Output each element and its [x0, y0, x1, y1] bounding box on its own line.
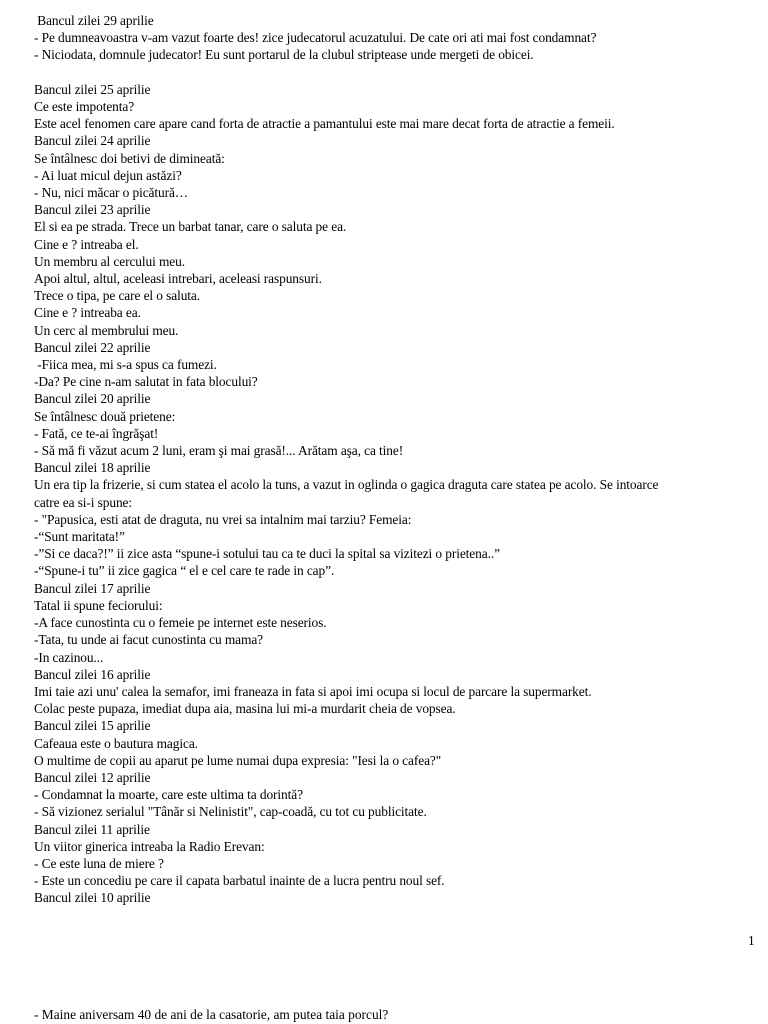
text-line: Un cerc al membrului meu.: [34, 322, 179, 338]
page-number: 1: [748, 933, 755, 948]
joke-heading: Bancul zilei 16 aprilie: [34, 666, 151, 682]
text-line: Ce este impotenta?: [34, 99, 135, 114]
text-line: - Ai luat micul dejun astăzi?: [34, 167, 182, 183]
text-line: - Condamnat la moarte, care este ultima ta dorintă?: [34, 787, 303, 803]
text-line: catre ea si-i spune:: [34, 494, 133, 510]
joke-heading: Bancul zilei 10 aprilie: [34, 890, 151, 906]
text-line: - Pe dumneavoastra v-am vazut foarte des! zice judecatorul acuzatului. De cate ori ati mai fost condamnat?: [34, 30, 597, 46]
text-line: - Să mă fi văzut acum 2 luni, eram şi mai grasă!... Arătam aşa, ca tine!: [34, 443, 404, 459]
text-line: Un membru al cercului meu.: [34, 253, 185, 269]
text-line: - Niciodata, domnule judecator! Eu sunt portarul de la clubul striptease unde mergeti de obicei.: [34, 47, 534, 63]
text-line: - Ce este luna de miere ?: [34, 855, 164, 871]
joke-heading: Bancul zilei 11 aprilie: [34, 821, 150, 837]
text-line: El si ea pe strada. Trece un barbat tanar, care o saluta pe ea.: [34, 219, 347, 235]
text-line: - Este un concediu pe care il capata barbatul inainte de a lucra pentru noul sef.: [34, 873, 445, 889]
blank-line: [34, 64, 760, 81]
text-line: -Tata, tu unde ai facut cunostinta cu mama?: [34, 632, 264, 648]
joke-heading: Bancul zilei 29 aprilie: [34, 13, 154, 28]
joke-heading: Bancul zilei 25 aprilie: [34, 81, 151, 97]
joke-heading: Bancul zilei 22 aprilie: [34, 339, 151, 355]
text-line: - "Papusica, esti atat de draguta, nu vrei sa intalnim mai tarziu? Femeia:: [34, 511, 412, 527]
joke-heading: Bancul zilei 18 aprilie: [34, 460, 151, 476]
text-line: -“Sunt maritata!”: [34, 529, 125, 545]
next-page-first-line: - Maine aniversam 40 de ani de la casatorie, am putea taia porcul?: [34, 1007, 389, 1022]
text-line: Este acel fenomen care apare cand forta de atractie a pamantului este mai mare decat forta de atractie a femeii.: [34, 116, 615, 132]
text-line: Cine e ? intreaba ea.: [34, 305, 141, 321]
text-line: Cine e ? intreaba el.: [34, 236, 139, 252]
text-line: -Fiica mea, mi s-a spus ca fumezi.: [34, 357, 217, 373]
joke-heading: Bancul zilei 17 aprilie: [34, 580, 151, 596]
text-line: -A face cunostinta cu o femeie pe internet este neserios.: [34, 615, 327, 631]
joke-heading: Bancul zilei 23 aprilie: [34, 202, 151, 218]
text-line: Colac peste pupaza, imediat dupa aia, masina lui mi-a murdarit cheia de vopsea.: [34, 701, 456, 717]
text-line: Tatal ii spune feciorului:: [34, 597, 163, 613]
text-line: - Nu, nici măcar o picătură…: [34, 185, 189, 201]
text-line: - Fată, ce te-ai îngrăşat!: [34, 425, 159, 441]
text-line: - Să vizionez serialul "Tânăr si Nelinistit", cap-coadă, cu tot cu publicitate.: [34, 804, 427, 820]
text-line: Se întâlnesc doi betivi de dimineată:: [34, 150, 225, 166]
text-line: Trece o tipa, pe care el o saluta.: [34, 288, 201, 304]
text-line: -“Spune-i tu” ii zice gagica “ el e cel care te rade in cap”.: [34, 563, 335, 579]
text-line: -In cazinou...: [34, 649, 104, 665]
text-line: Imi taie azi unu' calea la semafor, imi franeaza in fata si apoi imi ocupa si locul de parcare la supermarket.: [34, 683, 592, 699]
joke-heading: Bancul zilei 24 aprilie: [34, 133, 151, 149]
text-line: Cafeaua este o bautura magica.: [34, 735, 198, 751]
joke-heading: Bancul zilei 12 aprilie: [34, 769, 151, 785]
text-line: Se întâlnesc două prietene:: [34, 408, 176, 424]
text-line: -Da? Pe cine n-am salutat in fata blocului?: [34, 374, 258, 390]
joke-heading: Bancul zilei 20 aprilie: [34, 391, 151, 407]
text-line: Un era tip la frizerie, si cum statea el acolo la tuns, a vazut in oglinda o gagica draguta care statea pe acolo. Se intoarce: [34, 477, 659, 493]
text-line: -”Si ce daca?!” ii zice asta “spune-i sotului tau ca te duci la spital sa vizitezi o prietena..”: [34, 546, 500, 562]
joke-heading: Bancul zilei 15 aprilie: [34, 718, 151, 734]
text-line: Apoi altul, altul, aceleasi intrebari, aceleasi raspunsuri.: [34, 271, 322, 287]
text-line: Un viitor ginerica intreaba la Radio Erevan:: [34, 838, 265, 854]
document-body: [34, 12, 760, 907]
text-line: O multime de copii au aparut pe lume numai dupa expresia: "Iesi la o cafea?": [34, 752, 442, 768]
